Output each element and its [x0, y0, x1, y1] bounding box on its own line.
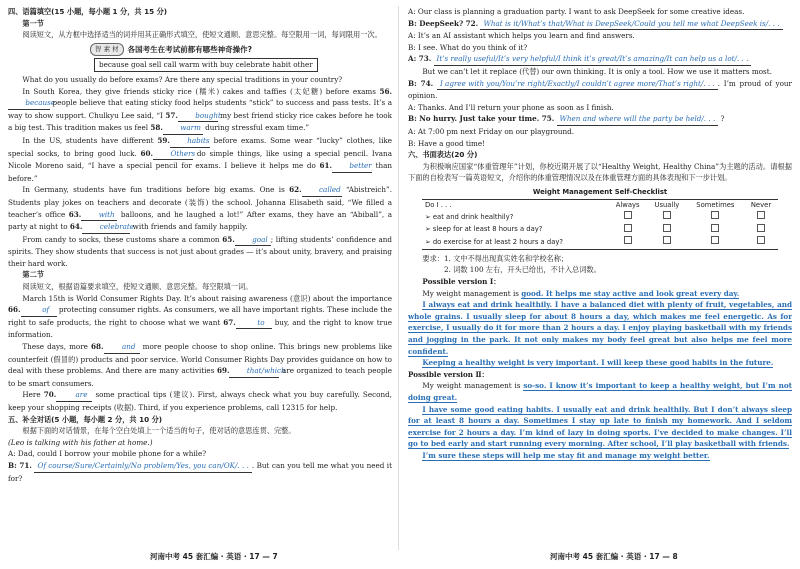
part-1-title: 第一节: [22, 18, 44, 28]
checkbox: [624, 211, 632, 219]
possible-version-2-label: Possible version Ⅱ：: [408, 369, 489, 379]
checkbox: [624, 236, 632, 244]
answer-67: to: [236, 317, 272, 330]
answer-75: When and where will the party be held/. . .: [557, 113, 719, 126]
dialogue-line-b5: B: Have a good time!: [408, 138, 485, 148]
answer-59: habits: [170, 135, 210, 148]
question-70: 70.: [43, 390, 57, 400]
part-2-title: 第二节: [22, 270, 44, 280]
answer-68: and: [104, 341, 140, 354]
question-72: B: DeepSeek? 72.: [408, 18, 479, 28]
dialogue-line-a3-cont: But we can’t let it replace (代替) our own thinking. It is only a tool. How we use it matters most.: [422, 66, 772, 76]
passage-2-para-1: March 15th is World Consumer Rights Day. It’s about raising awareness (意识) about the importance 66. of protecting consumer rights. As consumers, we all have important rights. These include the right to safe products, the right to choose what we want 67. to buy, and the right to know true information.: [8, 293, 392, 340]
dialogue-line-a1: A: Our class is planning a graduation party. I want to ask DeepSeek for some creative ideas.: [408, 7, 745, 16]
dialogue-line-71: B: 71. Of course/Sure/Certainly/No problem/Yes, you can/OK/. . . . But can you tell me what you need it for?: [8, 460, 392, 483]
question-73: A: 73.: [408, 54, 432, 64]
checklist-header: Sometimes: [696, 200, 735, 209]
checkbox: [711, 224, 719, 232]
question-64: 64.: [69, 222, 83, 232]
dialogue-line-b2: B: I see. What do you think of it?: [408, 42, 528, 52]
passage-1-us: In the US, students have different 59. habits before exams. Some wear “lucky” clothes, like special socks, to bring good luck. 60. Others do simple things, like using a special pencil. Ivana Nicole Moreno said, “I have a special pencil for exams. I believe it helps me do 61. better than before.”: [8, 135, 392, 183]
checkbox: [663, 224, 671, 232]
passage-1-korea: In South Korea, they give friends sticky rice (糯米) cakes and taffies (太妃糖) before exams 56.because people believe that eating sticky food helps students “stick” to success and pass tests. It’s a way to show support. Chulkyu Lee said, “I 57. bought my best friend sticky rice cakes before he took a big test. This tradition makes us feel 58. warm during stressful exam time.”: [8, 86, 392, 135]
answer-71: Of course/Sure/Certainly/No problem/Yes, you can/OK/. . .: [34, 460, 251, 473]
section-5-title: 五、补全对话(5 小题，每小题 2 分，共 10 分): [8, 414, 163, 424]
answer-65: goal: [235, 234, 271, 247]
section-6-title: 六、书面表达(20 分): [408, 150, 478, 160]
question-61: 61.: [319, 161, 332, 171]
checklist-header: Usually: [654, 200, 680, 209]
self-checklist-table: [422, 187, 778, 250]
pv2-answer-1: so-so. I know it’s important to keep a healthy weight, but I’m not doing great.: [408, 381, 792, 402]
checkbox: [663, 211, 671, 219]
answer-69: that/which: [229, 365, 279, 378]
dialogue-line-1: A: Dad, could I borrow your mobile phone for a while?: [8, 449, 207, 459]
possible-version-2-para-3: I’m sure these steps will help me stay fit and manage my weight better.: [422, 450, 710, 460]
section-5-instructions: 根据下面的对话情景，在每个空白处填上一个适当的句子，使对话的意思连贯、完整。: [22, 426, 296, 436]
part-2-instructions: 阅读短文，根据语篇要求填空，使短文通顺、意思完整。每空限填一词。: [22, 282, 253, 292]
possible-version-1-para-1: My weight management is good. It helps me stay active and look great every day.: [422, 288, 740, 298]
question-59: 59.: [157, 135, 170, 145]
checklist-item: do exercise for at least 2 hours a day?: [432, 237, 563, 246]
answer-56: because: [8, 97, 50, 110]
checkbox: [757, 224, 765, 232]
possible-version-1-para-2: I always eat and drink healthily. I have a balanced diet with plenty of fruit, vegetables, and whole grains. I usually sleep for about 8 hours a day, which makes me feel energetic. As for exercise, I usually do it for more than 2 hours a day. I enjoy playing basketball with my friends and jogging in the park. It not only makes my body feel great but also helps me feel more confident.: [408, 300, 792, 356]
dialogue-line-a4: A: Thanks. And I’ll return your phone as soon as I finish.: [408, 102, 614, 112]
requirement-2: 2. 词数 100 左右，开头已给出，不计入总词数。: [444, 265, 601, 275]
question-71: B: 71.: [8, 460, 32, 470]
checkbox: [711, 236, 719, 244]
material-question: 各国考生在考试前都有哪些神奇操作?: [127, 44, 252, 54]
dialogue-line-74: B: 74. I agree with you/You’re right/Exactly/I couldn’t agree more/That’s right/. . . . I’m proud of your opinion.: [408, 78, 792, 101]
dialogue-line-72: [408, 18, 792, 31]
answer-62: called: [302, 184, 342, 197]
question-67: 67.: [223, 317, 236, 327]
checklist-row: ➢ eat and drink healthily?: [422, 211, 778, 224]
material-tag: 智 素 材: [90, 43, 124, 57]
question-62: 62.: [289, 185, 302, 195]
answer-70: are: [56, 389, 92, 402]
checkbox: [711, 211, 719, 219]
checklist-header: Do I . . .: [425, 200, 452, 209]
checklist-item: eat and drink healthily?: [432, 212, 514, 221]
dialogue-line-a2: A: It’s an AI assistant which helps you learn and find answers.: [408, 31, 635, 41]
word-box: because goal sell call warm with buy celebrate habit other: [94, 58, 318, 72]
dialogue-scene: (Leo is talking with his father at home.): [8, 437, 153, 447]
answer-64: celebrate: [82, 221, 130, 234]
question-69: 69.: [216, 366, 230, 376]
checklist-header: Never: [750, 200, 772, 209]
question-74: B: 74.: [408, 78, 434, 88]
checklist-title: Weight Management Self-Checklist: [422, 187, 778, 199]
checklist-header-row: [422, 199, 778, 211]
possible-version-2-para-2: I have some good eating habits. I usually eat and drink healthily. But I don’t always sleep for at least 8 hours a day. Sometimes I stay up late to finish my homework. And I seldom exercise for 2 hours a day. I’m kind of lazy in doing sports. I’ve decided to make changes. I’ll go to bed early and start running every morning. After school, I’ll play basketball with friends.: [408, 404, 792, 449]
answer-58: warm: [163, 122, 203, 135]
checkbox: [624, 224, 632, 232]
requirement-1: 要求：1. 文中不得出现真实姓名和学校名称；: [422, 253, 569, 263]
answer-74: I agree with you/You’re right/Exactly/I couldn’t agree more/That’s right/. . .: [437, 78, 718, 91]
left-page: [8, 6, 392, 554]
question-56: 56.: [379, 86, 392, 96]
dialogue-line-a5: A: At 7:00 pm next Friday on our playground.: [408, 126, 574, 136]
possible-version-1-para-3: Keeping a healthy weight is very important. I will keep these good habits in the future.: [422, 358, 774, 368]
possible-version-1-label: Possible version Ⅰ：: [422, 277, 501, 287]
question-58: 58.: [150, 123, 163, 133]
part-1-instructions: 阅读短文，从方框中选择适当的词并用其正确形式填空，使短文通顺、意思完整。每空限用一词，每词限用一次。: [22, 30, 382, 40]
question-75: B: No hurry. Just take your time. 75.: [408, 114, 555, 124]
dialogue-line-75: B: No hurry. Just take your time. 75. When and where will the party be held/. . . ?: [408, 113, 792, 126]
passage-1-germany: In Germany, students have fun traditions before big exams. One is 62. called “Abistreich”. Students play jokes on teachers and decorate (装饰) the school. Johanna Elisabeth said, “We filled a teacher’s office 63. with balloons, and he laughed a lot!” After exams, they have an “Abiball”, a party at night to 64. celebrate with friends and family happily.: [8, 184, 392, 233]
question-66: 66.: [8, 305, 21, 315]
question-60: 60.: [140, 148, 154, 158]
right-footer: 河南中考 45 套汇编 · 英语 · 17 — 8: [550, 552, 678, 561]
passage-1-conclusion: From candy to socks, these customs share a common 65. goal ; lifting students’ confidence and spirits. They show students that success is not just about grades — it’s about unity, bravery, and praising their hard work.: [8, 234, 392, 268]
left-footer: 河南中考 45 套汇编 · 英语 · 17 — 7: [150, 552, 278, 561]
answer-73: It’s really useful/It’s very helpful/I think it’s great/It’s amazing/It can help us a lot/. . .: [434, 53, 752, 66]
section-6-instructions: 为积极响应国家“体重管理年”计划，你校近期开展了以“Healthy Weight, Healthy China”为主题的活动。请根据下面的自检表写一篇英语短文，介绍你的体重管理情况以及在体重管理方面的具体表现和下一步计划。: [408, 161, 792, 183]
right-page: [408, 6, 792, 554]
answer-60: Others: [153, 148, 193, 161]
answer-57: bought: [178, 110, 218, 123]
passage-2-para-3: Here 70. are some practical tips (建议). First, always check what you buy carefully. Second, keep your shopping receipts (收据). Third, if you experience problems, call 12315 for help.: [8, 390, 392, 412]
checklist-row: ➢ do exercise for at least 2 hours a day?: [422, 236, 778, 249]
checklist-header: Always: [615, 200, 640, 209]
checkbox: [663, 236, 671, 244]
section-4-title: 四、语篇填空(15 小题，每小题 1 分，共 15 分): [8, 7, 168, 16]
answer-66: of: [21, 304, 57, 317]
material-banner: [90, 43, 392, 57]
passage-2-para-2: These days, more 68. and more people choose to shop online. This brings new problems like counterfeit (假冒的) products and poor service. World Consumer Rights Day provides guidance on how to deal with these problems. And there are many activities 69. that/which are organized to teach people to be smart consumers.: [8, 342, 392, 388]
checklist-item: sleep for at least 8 hours a day?: [432, 225, 543, 234]
question-63: 63.: [68, 209, 82, 219]
question-68: 68.: [91, 342, 104, 352]
passage-1-intro: What do you usually do before exams? Are there any special traditions in your country?: [22, 74, 343, 84]
pv1-answer-1: good. It helps me stay active and look great every day.: [521, 288, 740, 298]
answer-63: with: [81, 209, 117, 222]
checkbox: [757, 236, 765, 244]
dialogue-line-73: [408, 53, 792, 66]
question-65: 65.: [222, 234, 235, 244]
checklist-row: ➢ sleep for at least 8 hours a day?: [422, 224, 778, 237]
question-57: 57.: [165, 110, 178, 120]
possible-version-2-para-1: My weight management is so-so. I know it’s important to keep a healthy weight, but I’m not doing great.: [408, 381, 792, 402]
answer-61: better: [332, 160, 372, 173]
answer-72: What is it/What’s that/What is DeepSeek/Could you tell me what DeepSeek is/. . .: [480, 18, 782, 31]
checkbox: [757, 211, 765, 219]
page-divider: [398, 6, 399, 550]
